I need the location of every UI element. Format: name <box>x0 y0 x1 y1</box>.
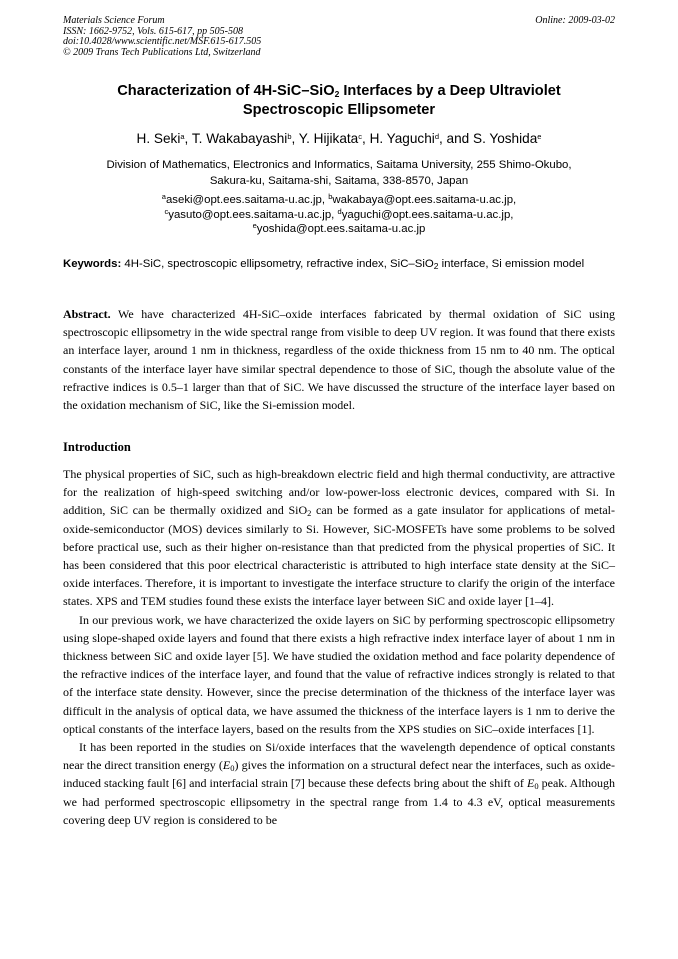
email-c[interactable]: yasuto@opt.ees.saitama-u.ac.jp, <box>168 208 335 221</box>
copyright-line: © 2009 Trans Tech Publications Ltd, Switzerland <box>63 46 261 58</box>
intro-paragraph-3 <box>63 738 615 829</box>
online-date: Online: 2009-03-02 <box>535 15 615 26</box>
abstract-text: We have characterized 4H-SiC–oxide interfaces fabricated by thermal oxidation of SiC using spectroscopic ellipsometry in the wide spectral range from visible to deep UV region. It was found that there exists an interface layer, around 1 nm in thickness, regardless of the oxide thickness from 15 nm to 40 nm. The optical constants of the interface layer have similar spectral dependence to those of SiC, though the absolute value of the refractive indices is 0.5–1 larger than that of SiC. We have discussed the structure of the interface layer based on the oxidation mechanism of SiC, like the Si-emission model. <box>63 307 615 413</box>
author-separator: , and <box>438 131 473 146</box>
email-e[interactable]: yoshida@opt.ees.saitama-u.ac.jp <box>256 223 426 235</box>
author-separator: , <box>184 131 192 146</box>
intro-p3-subscript-2: 0 <box>534 781 539 792</box>
introduction-body <box>63 465 615 829</box>
keywords-subscript: 2 <box>433 261 439 271</box>
title-subscript: 2 <box>334 89 340 99</box>
intro-paragraph-1 <box>63 465 615 611</box>
paper-title <box>63 82 615 120</box>
email-d[interactable]: yaguchi@opt.ees.saitama-u.ac.jp, <box>341 208 514 221</box>
author-emails: $^a$aseki@opt.ees.saitama-u.ac.jp, $^b$wakabaya@opt.ees.saitama-u.ac.jp, $^c$yasuto@opt.ees.saitama-u.ac.jp, $^d$yaguchi@opt.ees.saitama-u.ac.jp, $^e$yoshida@opt.ees.saitama-u.ac.jp <box>161 192 517 235</box>
keywords-text-end: interface, Si emission model <box>438 258 585 270</box>
intro-p1-text-cont: can be formed as a gate insulator for applications of metal-oxide-semiconductor (MOS) devices similarly to Si. However, SiC-MOSFETs have some problems to be solved before practical use, such as their higher on-resistance than that predicted from the physical properties of SiC. It has been considered that this poor electrical characteristic is attributed to high interface state density at the SiC–oxide interfaces. Therefore, it is important to investigate the interface structure to clarify the origin of the interface states. XPS and TEM studies found these exists the interface layer between SiC and oxide layer [1–4]. <box>63 503 615 609</box>
intro-p3-text-cont: ) gives the information on a structural defect near the interfaces, such as oxide-induced stacking fault [6] and interfacial strain [7] because these defects bring about the shift of <box>63 758 615 791</box>
intro-p3-symbol: E <box>222 758 231 773</box>
abstract-label: Abstract. <box>63 307 111 321</box>
author-separator: , <box>291 131 299 146</box>
affiliation <box>63 157 615 189</box>
intro-p3-text-end: peak. Although we had performed spectroscopic ellipsometry in the spectral range from 1.4 to 4.3 eV, optical measurements covering deep UV region is considered to be <box>63 776 615 827</box>
author-affil-mark: b <box>287 132 292 141</box>
abstract-section <box>63 305 615 414</box>
journal-header <box>63 16 615 58</box>
keywords-label: Keywords: <box>63 258 122 270</box>
issn-line: ISSN: 1662-9752, Vols. 615-617, pp 505-508 <box>63 25 243 37</box>
author-name: T. Wakabayashi <box>191 131 288 146</box>
journal-name: Materials Science Forum <box>63 15 165 26</box>
intro-p3-text: It has been reported in the studies on Si/oxide interfaces that the wavelength dependence of optical constants near the direct transition energy ( <box>63 740 615 773</box>
author-affil-mark: c <box>358 132 362 141</box>
intro-paragraph-2: In our previous work, we have characterized the oxide layers on SiC by performing spectroscopic ellipsometry using slope-shaped oxide layers and found that there exists a high refractive index interface layer of about 1 nm in thickness between SiC and oxide layer [5]. We have studied the oxidation method and face polarity dependence of the refractive indices of the interface layer, and found that the value of refractive indices strongly is related to that of the interface state density. However, since the precise determination of the thickness of the interface layer was difficult in the analysis of optical data, we have assumed the thickness of the interface layers is 1 nm to derive the optical constants of the interface layers, based on the results from the XPS studies on SiC–oxide interfaces [1]. <box>63 612 615 736</box>
keywords-text: 4H-SiC, spectroscopic ellipsometry, refractive index, SiC–SiO <box>121 258 434 270</box>
author-name: Y. Hijikata <box>298 131 359 146</box>
email-a[interactable]: aseki@opt.ees.saitama-u.ac.jp, <box>165 194 326 206</box>
intro-p3-subscript: 0 <box>230 763 235 774</box>
title-part2: Interfaces by a Deep Ultraviolet <box>339 83 561 99</box>
doi-line: doi:10.4028/www.scientific.net/MSF.615-617.505 <box>63 36 262 47</box>
intro-p3-symbol-2: E <box>526 776 535 791</box>
author-separator: , <box>362 131 370 146</box>
affiliation-line1: Division of Mathematics, Electronics and Informatics, Saitama University, 255 Shimo-Okubo, <box>106 159 572 171</box>
intro-p1-text: The physical properties of SiC, such as high-breakdown electric field and high thermal conductivity, are attractive for the realization of high-speed switching and/or low-power-loss electronic devices, compared with Si. In addition, SiC can be thermally oxidized and SiO <box>63 467 615 518</box>
author-affil-mark: a <box>180 132 185 141</box>
email-b[interactable]: wakabaya@opt.ees.saitama-u.ac.jp, <box>332 194 517 206</box>
author-name: H. Yaguchi <box>369 131 435 146</box>
intro-p1-subscript: 2 <box>307 508 312 519</box>
title-line2: Spectroscopic Ellipsometer <box>242 102 436 118</box>
introduction-heading: Introduction <box>63 440 131 454</box>
author-list <box>63 130 615 148</box>
author-affil-mark: d <box>434 132 439 141</box>
author-name: H. Seki <box>136 131 181 146</box>
title-part1: Characterization of 4H-SiC–SiO <box>117 83 335 99</box>
author-name: S. Yoshida <box>473 131 538 146</box>
affiliation-line2: Sakura-ku, Saitama-shi, Saitama, 338-8570, Japan <box>209 175 469 187</box>
keywords-section <box>63 257 615 273</box>
author-affil-mark: e <box>537 132 542 141</box>
